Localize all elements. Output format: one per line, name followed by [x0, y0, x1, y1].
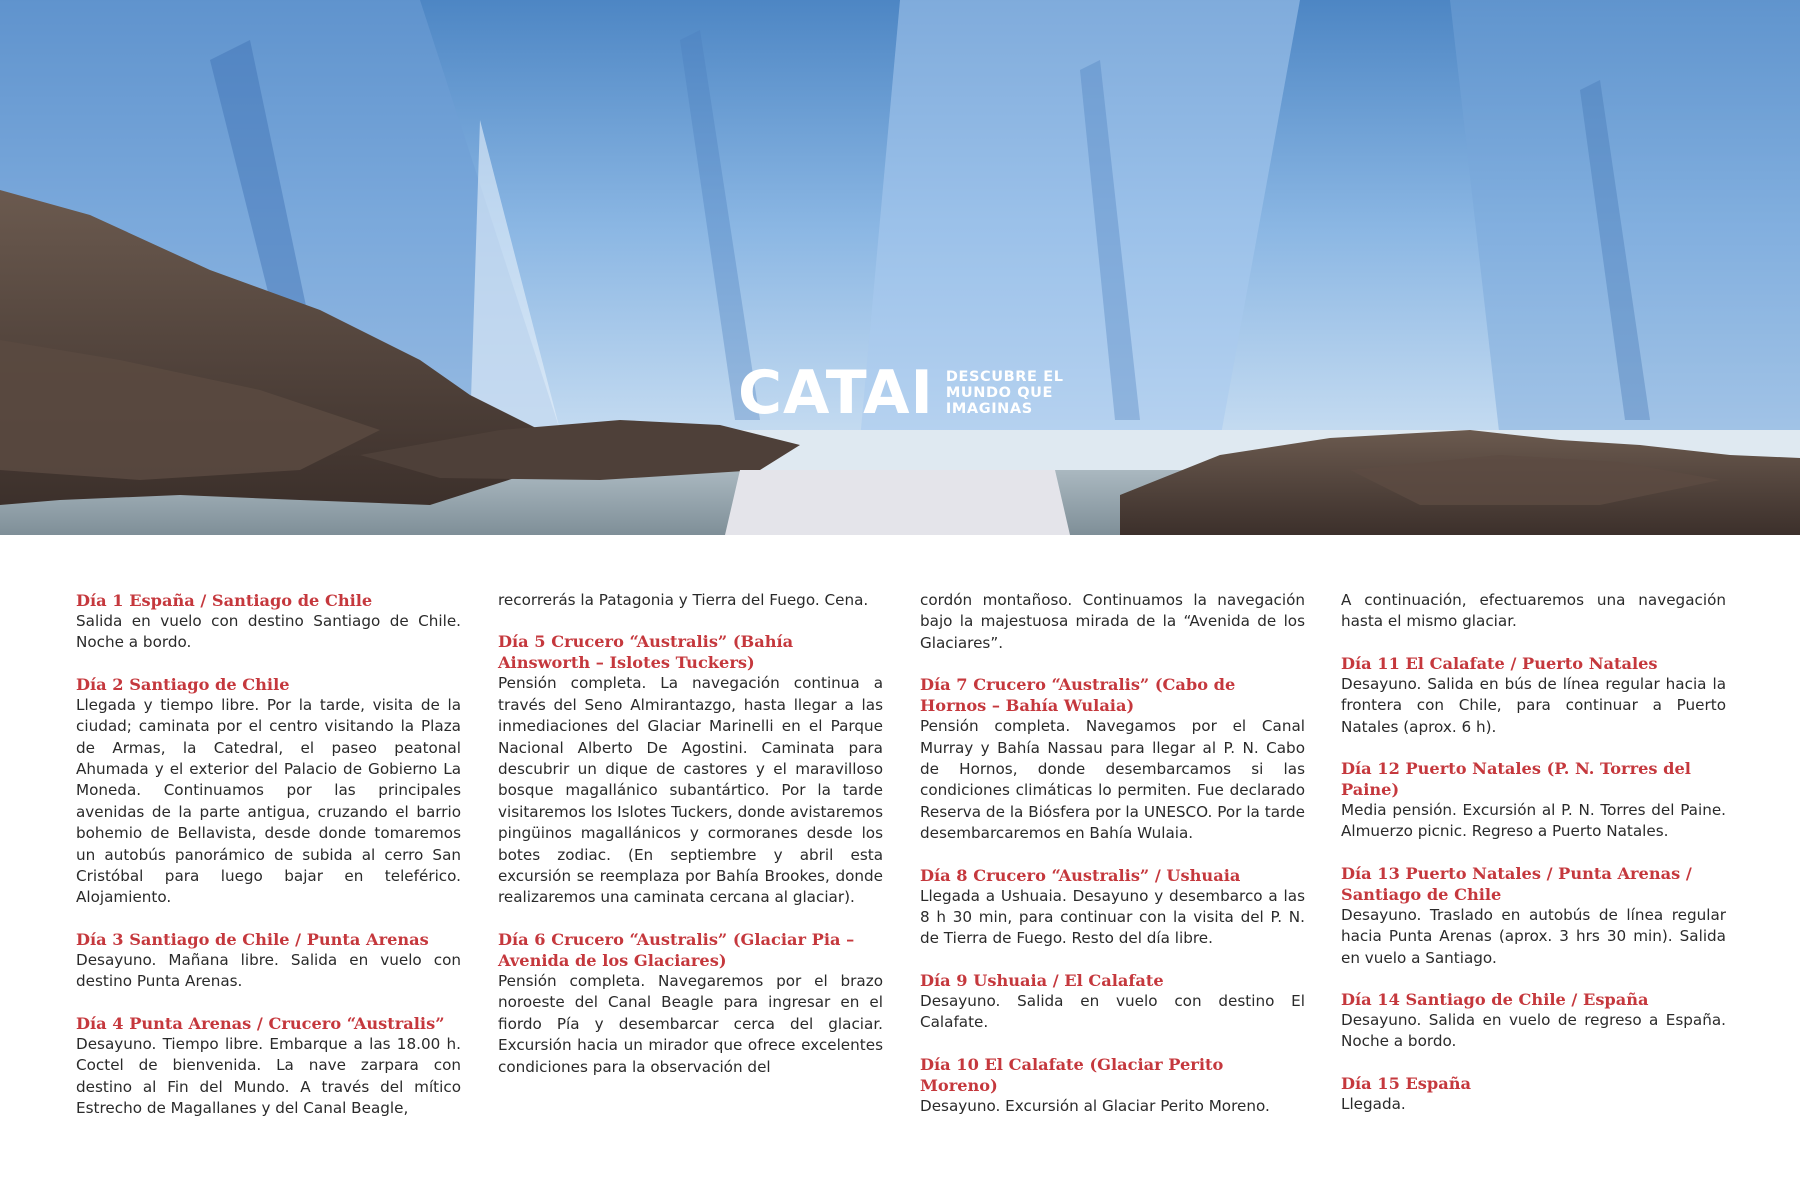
itinerary-column-2 [498, 590, 883, 1098]
itinerary [0, 590, 1800, 1150]
day-3 [76, 929, 461, 993]
day-5 [498, 631, 883, 908]
day-description: Desayuno. Salida en vuelo con destino El Calafate. [920, 991, 1305, 1032]
day-title: Día 13 Puerto Natales / Punta Arenas / Santiago de Chile [1341, 863, 1692, 904]
day-description: recorrerás la Patagonia y Tierra del Fuego. Cena. [498, 591, 869, 609]
day-description: Desayuno. Tiempo libre. Embarque a las 18.00 h. Coctel de bienvenida. La nave zarpara con destino al Fin del Mundo. A través del mítico Estrecho de Magallanes y del Canal Beagle, [76, 1034, 461, 1117]
itinerary-column-1 [76, 590, 461, 1139]
day-4-continuation [498, 590, 883, 611]
day-description: Desayuno. Mañana libre. Salida en vuelo con destino Punta Arenas. [76, 950, 461, 991]
day-title: Día 7 Crucero “Australis” (Cabo de Hornos – Bahía Wulaia) [920, 675, 1236, 716]
day-title: Día 5 Crucero “Australis” (Bahía Ainsworth – Islotes Tuckers) [498, 632, 794, 673]
day-15 [1341, 1073, 1726, 1115]
day-7 [920, 674, 1305, 844]
day-description: Desayuno. Salida en bús de línea regular hacia la frontera con Chile, para continuar a Puerto Natales (aprox. 6 h). [1341, 674, 1726, 736]
catai-logo [738, 358, 1064, 428]
day-title: Día 2 Santiago de Chile [76, 674, 290, 694]
day-description: Pensión completa. Navegamos por el Canal Murray y Bahía Nassau para llegar al P. N. Cabo de Hornos, donde desembarcamos si las condiciones climáticas lo permiten. Fue declarado Reserva de la Biósfera por la UNESCO. Por la tarde desembarcaremos en Bahía Wulaia. [920, 717, 1305, 843]
day-description: Pensión completa. Navegaremos por el brazo noroeste del Canal Beagle para ingresar en el fiordo Pía y desembarcar cerca del glaciar. Excursión hacia un mirador que ofrece excelentes condiciones para la observación del [498, 971, 883, 1076]
day-14 [1341, 989, 1726, 1053]
day-description: Desayuno. Excursión al Glaciar Perito Moreno. [920, 1096, 1270, 1115]
day-title: Día 9 Ushuaia / El Calafate [920, 970, 1164, 990]
glacier-hero-photo [0, 0, 1800, 535]
day-description: cordón montañoso. Continuamos la navegación bajo la majestuosa mirada de la “Avenida de los Glaciares”. [920, 591, 1305, 652]
day-2 [76, 674, 461, 909]
day-6 [498, 929, 883, 1078]
day-title: Día 14 Santiago de Chile / España [1341, 990, 1649, 1010]
day-description: A continuación, efectuaremos una navegación hasta el mismo glaciar. [1341, 591, 1726, 631]
day-11 [1341, 653, 1726, 738]
day-6-continuation [920, 590, 1305, 654]
day-title: Día 1 España / Santiago de Chile [76, 591, 373, 610]
day-description: Desayuno. Traslado en autobús de línea regular hacia Punta Arenas (aprox. 3 hrs 30 min). Salida en vuelo a Santiago. [1341, 905, 1726, 967]
day-10 [920, 1054, 1305, 1117]
tagline-line-1: DESCUBRE EL [945, 369, 1064, 385]
glacier-illustration [0, 0, 1800, 535]
day-9 [920, 970, 1305, 1034]
day-description: Media pensión. Excursión al P. N. Torres del Paine. Almuerzo picnic. Regreso a Puerto Natales. [1341, 801, 1726, 841]
day-8 [920, 865, 1305, 950]
tagline-line-2: MUNDO QUE [945, 385, 1053, 401]
day-description: Desayuno. Salida en vuelo de regreso a España. Noche a bordo. [1341, 1011, 1726, 1051]
day-title: Día 4 Punta Arenas / Crucero “Australis” [76, 1013, 445, 1033]
day-description: Llegada y tiempo libre. Por la tarde, visita de la ciudad; caminata por el centro visitando la Plaza de Armas, la Catedral, el paseo peatonal Ahumada y el exterior del Palacio de Gobierno La Moneda. Continuamos por las principales avenidas de la parte antigua, cruzando el barrio bohemio de Bellavista, desde donde tomaremos un autobús panorámico de subida al cerro San Cristóbal para luego bajar en teleférico. Alojamiento. [76, 695, 461, 907]
day-description: Salida en vuelo con destino Santiago de Chile. Noche a bordo. [76, 612, 461, 652]
day-title: Día 12 Puerto Natales (P. N. Torres del Paine) [1341, 759, 1691, 800]
day-1 [76, 590, 461, 654]
itinerary-column-4 [1341, 590, 1726, 1135]
day-title: Día 15 España [1341, 1073, 1471, 1093]
day-title: Día 8 Crucero “Australis” / Ushuaia [920, 865, 1241, 885]
day-title: Día 6 Crucero “Australis” (Glaciar Pia – Avenida de los Glaciares) [498, 929, 855, 970]
day-10-continuation [1341, 590, 1726, 633]
catai-tagline [946, 369, 1064, 417]
day-title: Día 11 El Calafate / Puerto Natales [1341, 653, 1658, 673]
day-title: Día 3 Santiago de Chile / Punta Arenas [76, 929, 429, 949]
catai-logo-wordmark: CATAI [738, 358, 934, 428]
day-title: Día 10 El Calafate (Glaciar Perito Moreno) [920, 1054, 1224, 1095]
day-description: Pensión completa. La navegación continua a través del Seno Almirantazgo, hasta llegar a las inmediaciones del Glaciar Marinelli en el Parque Nacional Alberto De Agostini. Caminata para descubrir un dique de castores y el maravilloso bosque magallánico subantártico. Por la tarde visitaremos los Islotes Tuckers, donde avistaremos pingüinos magallánicos y cormoranes desde los botes zodiac. (En septiembre y abril esta excursión se reemplaza por Bahía Brookes, donde realizaremos una caminata cercana al glaciar). [498, 674, 883, 907]
day-4 [76, 1013, 461, 1120]
itinerary-column-3 [920, 590, 1305, 1137]
day-description: Llegada a Ushuaia. Desayuno y desembarco a las 8 h 30 min, para continuar con la visita del P. N. de Tierra de Fuego. Resto del día libre. [920, 886, 1305, 948]
day-13 [1341, 863, 1726, 969]
day-12 [1341, 758, 1726, 843]
day-description: Llegada. [1341, 1094, 1406, 1113]
tagline-line-3: IMAGINAS [945, 401, 1033, 417]
